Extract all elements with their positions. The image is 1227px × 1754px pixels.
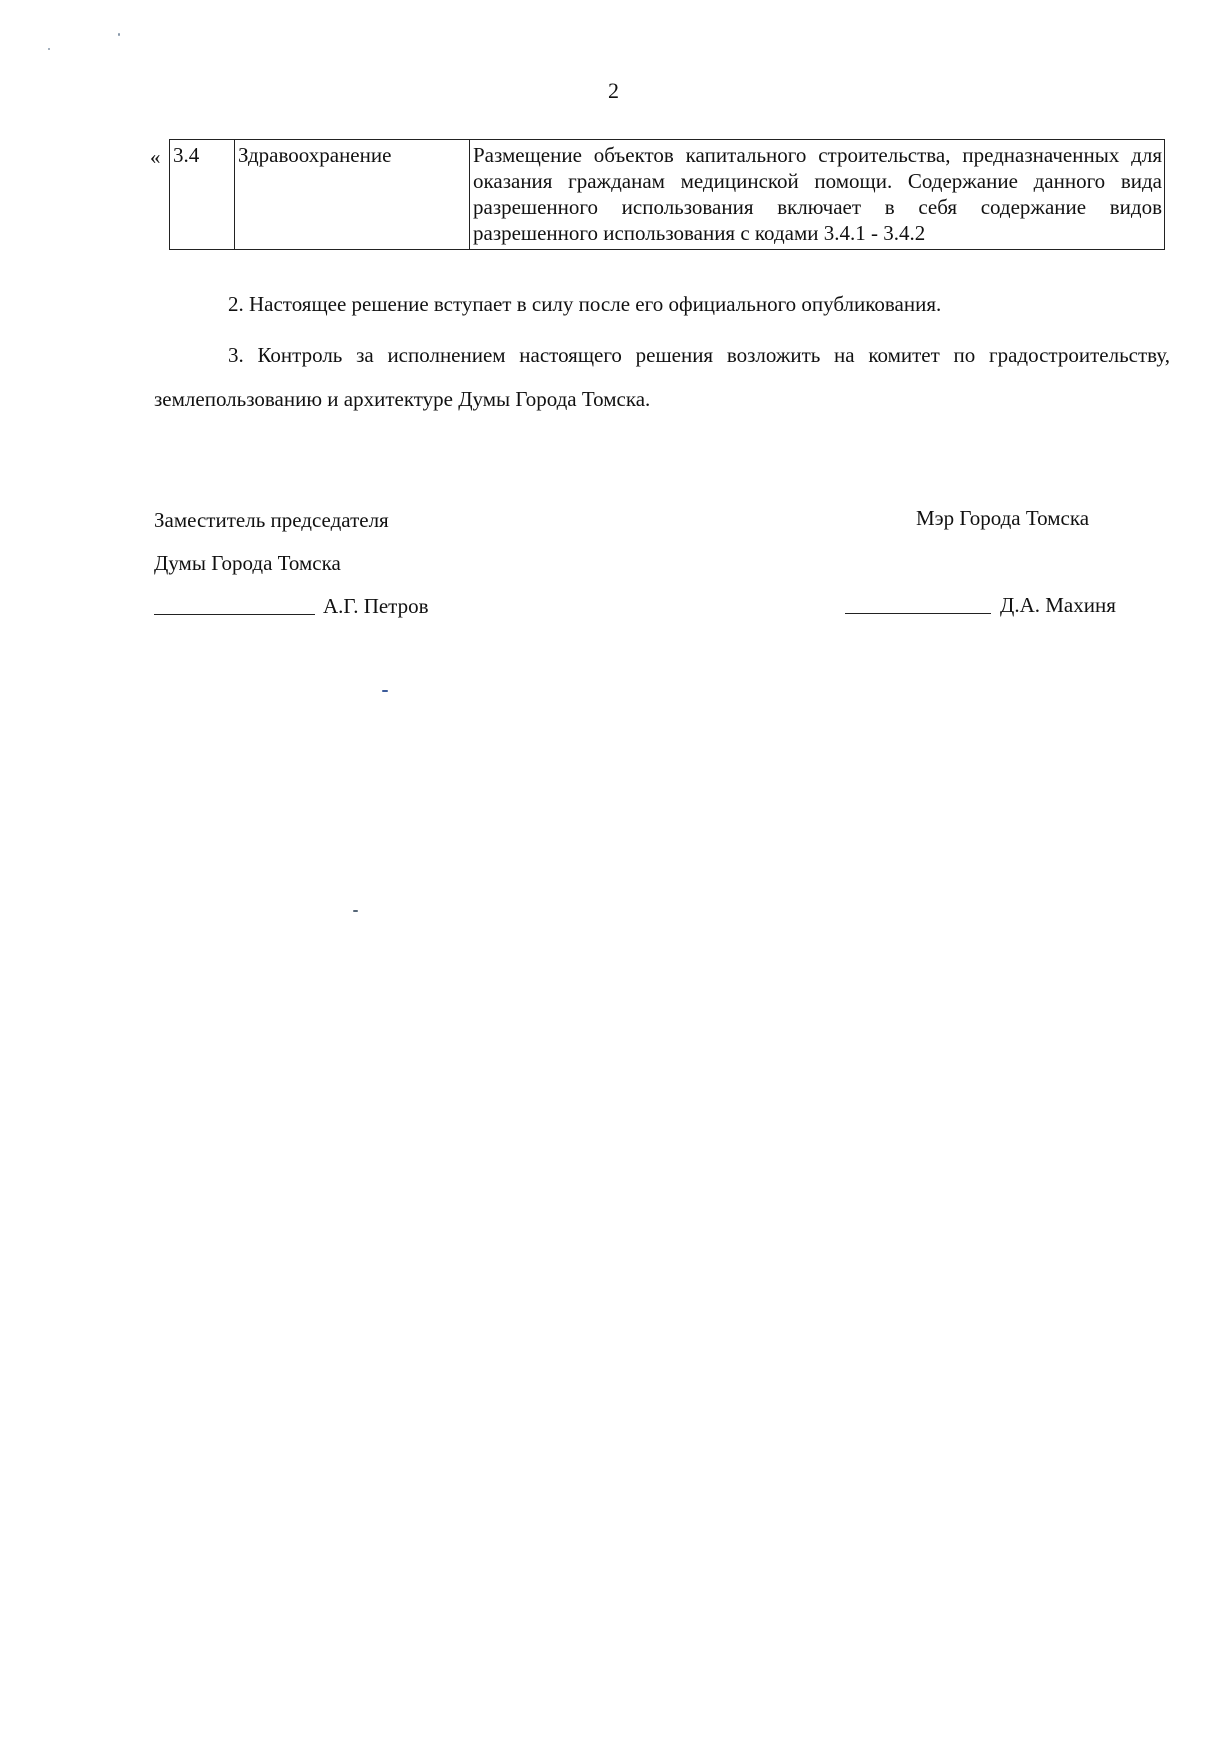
table-row bbox=[170, 140, 1165, 250]
left-signature-line bbox=[154, 594, 315, 615]
left-signatory-title-line-2: Думы Города Томска bbox=[154, 551, 341, 575]
page-number: 2 bbox=[608, 78, 619, 103]
right-signature-line bbox=[845, 593, 991, 614]
opening-quote-mark: « bbox=[150, 145, 161, 169]
paragraph-effective-date: 2. Настоящее решение вступает в силу после его официального опубликования. bbox=[228, 292, 942, 316]
left-signatory-name: А.Г. Петров bbox=[323, 594, 429, 618]
paragraph-control: 3. Контроль за исполнением настоящего решения возложить на комитет по градостроительству, землепользованию и архитектуре Думы Города Томска. bbox=[154, 343, 1170, 411]
scan-speck bbox=[118, 33, 120, 36]
scan-speck bbox=[48, 48, 50, 50]
scan-speck bbox=[382, 690, 388, 692]
right-signatory-title: Мэр Города Томска bbox=[916, 506, 1090, 530]
right-signatory-name: Д.А. Махиня bbox=[1000, 593, 1116, 617]
land-use-code-cell: 3.4 bbox=[170, 140, 235, 250]
scan-speck bbox=[353, 910, 358, 912]
land-use-description-cell: Размещение объектов капитального строительства, предназначенных для оказания гражданам медицинской помощи. Содержание данного вида разрешенного использования включает в себя содержание видов разрешенного использования с кодами 3.4.1 - 3.4.2 bbox=[470, 140, 1165, 250]
land-use-table bbox=[169, 139, 1165, 250]
left-signatory-title-line-1: Заместитель председателя bbox=[154, 508, 389, 532]
land-use-name-cell: Здравоохранение bbox=[235, 140, 470, 250]
